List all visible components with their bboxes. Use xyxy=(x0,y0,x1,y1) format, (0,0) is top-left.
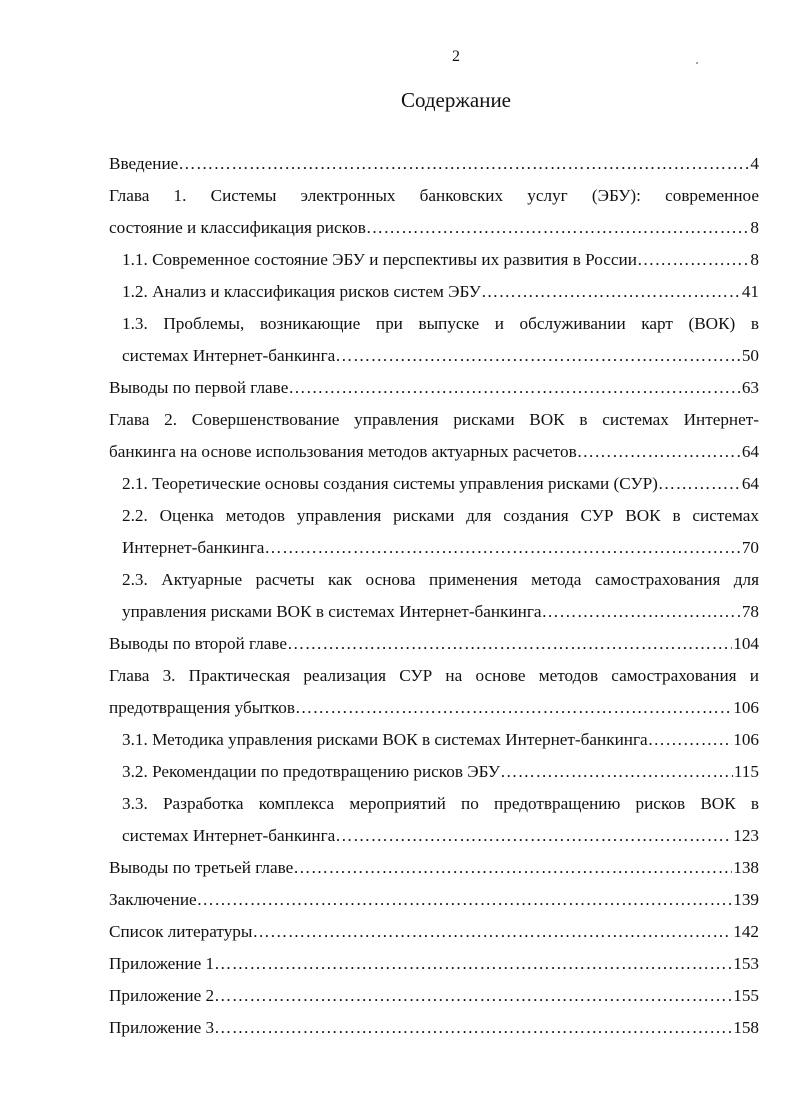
toc-leader-dots xyxy=(252,916,732,948)
toc-entry-conclusions-3[interactable] xyxy=(109,852,759,884)
toc-entry-chapter-1-continuation[interactable] xyxy=(109,212,759,244)
toc-entry-section-3-3[interactable]: 3.3. Разработка комплекса мероприятий по предотвращению рисков ВОК в xyxy=(122,794,759,813)
page-number: 2 xyxy=(452,48,460,65)
toc-entry-conclusions-2[interactable] xyxy=(109,628,759,660)
toc-entry-text: Введение xyxy=(109,154,179,173)
toc-page-number: 104 xyxy=(733,634,759,653)
toc-leader-dots xyxy=(335,340,741,372)
toc-entry-appendix-2[interactable] xyxy=(109,980,759,1012)
toc-entry-section-2-2[interactable]: 2.2. Оценка методов управления рисками для создания СУР ВОК в системах xyxy=(122,506,759,525)
toc-entry-conclusion[interactable] xyxy=(109,884,759,916)
toc-entry-text: состояние и классификация рисков xyxy=(109,218,366,237)
toc-entry-section-3-3-continuation[interactable] xyxy=(109,820,759,852)
toc-leader-dots xyxy=(178,148,749,180)
toc-entry-section-2-1[interactable] xyxy=(109,468,759,500)
toc-entry-text: системах Интернет-банкинга xyxy=(122,346,336,365)
toc-entry-text: системах Интернет-банкинга xyxy=(122,826,336,845)
toc-entry-section-3-2[interactable] xyxy=(109,756,759,788)
scan-speck xyxy=(696,62,698,64)
toc-entry-introduction[interactable] xyxy=(109,148,759,180)
toc-page-number: 41 xyxy=(741,282,759,301)
toc-entry-chapter-1[interactable]: Глава 1. Системы электронных банковских услуг (ЭБУ): современное xyxy=(109,186,759,205)
toc-entry-section-1-3[interactable]: 1.3. Проблемы, возникающие при выпуске и обслуживании карт (ВОК) в xyxy=(122,314,759,333)
toc-entry-chapter-2-continuation[interactable] xyxy=(109,436,759,468)
toc-entry-text: Заключение xyxy=(109,890,197,909)
toc-entry-text: управления рисками ВОК в системах Интернет-банкинга xyxy=(122,602,542,621)
toc-page-number: 50 xyxy=(741,346,759,365)
toc-entry-section-1-1[interactable] xyxy=(109,244,759,276)
toc-page-number: 158 xyxy=(733,1018,759,1037)
toc-page-number: 155 xyxy=(733,986,759,1005)
toc-entry-text: 3.2. Рекомендации по предотвращению рисков ЭБУ xyxy=(122,762,501,781)
toc-entry-text: 1.1. Современное состояние ЭБУ и перспективы их развития в России xyxy=(122,250,637,269)
toc-page-number: 8 xyxy=(750,250,759,269)
toc-entry-section-1-2[interactable] xyxy=(109,276,759,308)
toc-entry-text: Выводы по первой главе xyxy=(109,378,289,397)
toc-entry-chapter-2[interactable]: Глава 2. Совершенствование управления рисками ВОК в системах Интернет- xyxy=(109,410,759,429)
toc-page-number: 78 xyxy=(741,602,759,621)
toc-entry-chapter-3-continuation[interactable] xyxy=(109,692,759,724)
toc-page-number: 123 xyxy=(733,826,759,845)
toc-leader-dots xyxy=(500,756,733,788)
toc-entry-section-2-3-continuation[interactable] xyxy=(109,596,759,628)
toc-leader-dots xyxy=(214,980,732,1012)
toc-leader-dots xyxy=(637,244,749,276)
toc-leader-dots xyxy=(295,692,732,724)
toc-page-number: 70 xyxy=(741,538,759,557)
toc-leader-dots xyxy=(197,884,733,916)
toc-leader-dots xyxy=(214,1012,732,1044)
toc-entry-text: 2.1. Теоретические основы создания системы управления рисками (СУР) xyxy=(122,474,658,493)
toc-leader-dots xyxy=(648,724,733,756)
toc-entry-text: Приложение 2 xyxy=(109,986,215,1005)
toc-leader-dots xyxy=(335,820,732,852)
toc-leader-dots xyxy=(287,628,732,660)
toc-leader-dots xyxy=(542,596,741,628)
toc-entry-section-2-3[interactable]: 2.3. Актуарные расчеты как основа применения метода самострахования для xyxy=(122,570,759,589)
toc-entry-text: банкинга на основе использования методов актуарных расчетов xyxy=(109,442,577,461)
toc-entry-text: 1.2. Анализ и классификация рисков систем ЭБУ xyxy=(122,282,481,301)
toc-page-number: 115 xyxy=(733,762,759,781)
toc-leader-dots xyxy=(577,436,741,468)
toc-leader-dots xyxy=(658,468,741,500)
toc-entry-text: Выводы по третьей главе xyxy=(109,858,294,877)
toc-page-number: 139 xyxy=(733,890,759,909)
toc-page-number: 138 xyxy=(733,858,759,877)
toc-entry-text: предотвращения убытков xyxy=(109,698,295,717)
toc-entry-section-2-2-continuation[interactable] xyxy=(109,532,759,564)
toc-leader-dots xyxy=(366,212,750,244)
toc-entry-text: Выводы по второй главе xyxy=(109,634,288,653)
toc-page-number: 153 xyxy=(733,954,759,973)
toc-entry-conclusions-1[interactable] xyxy=(109,372,759,404)
toc-page-number: 142 xyxy=(733,922,759,941)
toc-page-number: 106 xyxy=(733,698,759,717)
toc-entry-chapter-3[interactable]: Глава 3. Практическая реализация СУР на основе методов самострахования и xyxy=(109,666,759,685)
toc-entry-text: Приложение 3 xyxy=(109,1018,215,1037)
toc-entry-section-3-1[interactable] xyxy=(109,724,759,756)
toc-page-number: 8 xyxy=(750,218,759,237)
toc-entry-appendix-1[interactable] xyxy=(109,948,759,980)
toc-page-number: 106 xyxy=(733,730,759,749)
toc-entry-text: Интернет-банкинга xyxy=(122,538,265,557)
toc-entry-text: Приложение 1 xyxy=(109,954,215,973)
toc-leader-dots xyxy=(264,532,740,564)
toc-leader-dots xyxy=(214,948,732,980)
toc-page-number: 64 xyxy=(741,442,759,461)
toc-leader-dots xyxy=(288,372,740,404)
toc-entry-text: Список литературы xyxy=(109,922,253,941)
table-of-contents xyxy=(109,148,759,1044)
toc-leader-dots xyxy=(481,276,741,308)
toc-entry-bibliography[interactable] xyxy=(109,916,759,948)
toc-entry-appendix-3[interactable] xyxy=(109,1012,759,1044)
toc-title: Содержание xyxy=(400,88,512,112)
toc-leader-dots xyxy=(293,852,732,884)
toc-entry-text: 3.1. Методика управления рисками ВОК в системах Интернет-банкинга xyxy=(122,730,648,749)
toc-page-number: 63 xyxy=(741,378,759,397)
toc-page-number: 64 xyxy=(741,474,759,493)
toc-page-number: 4 xyxy=(750,154,759,173)
toc-entry-section-1-3-continuation[interactable] xyxy=(109,340,759,372)
